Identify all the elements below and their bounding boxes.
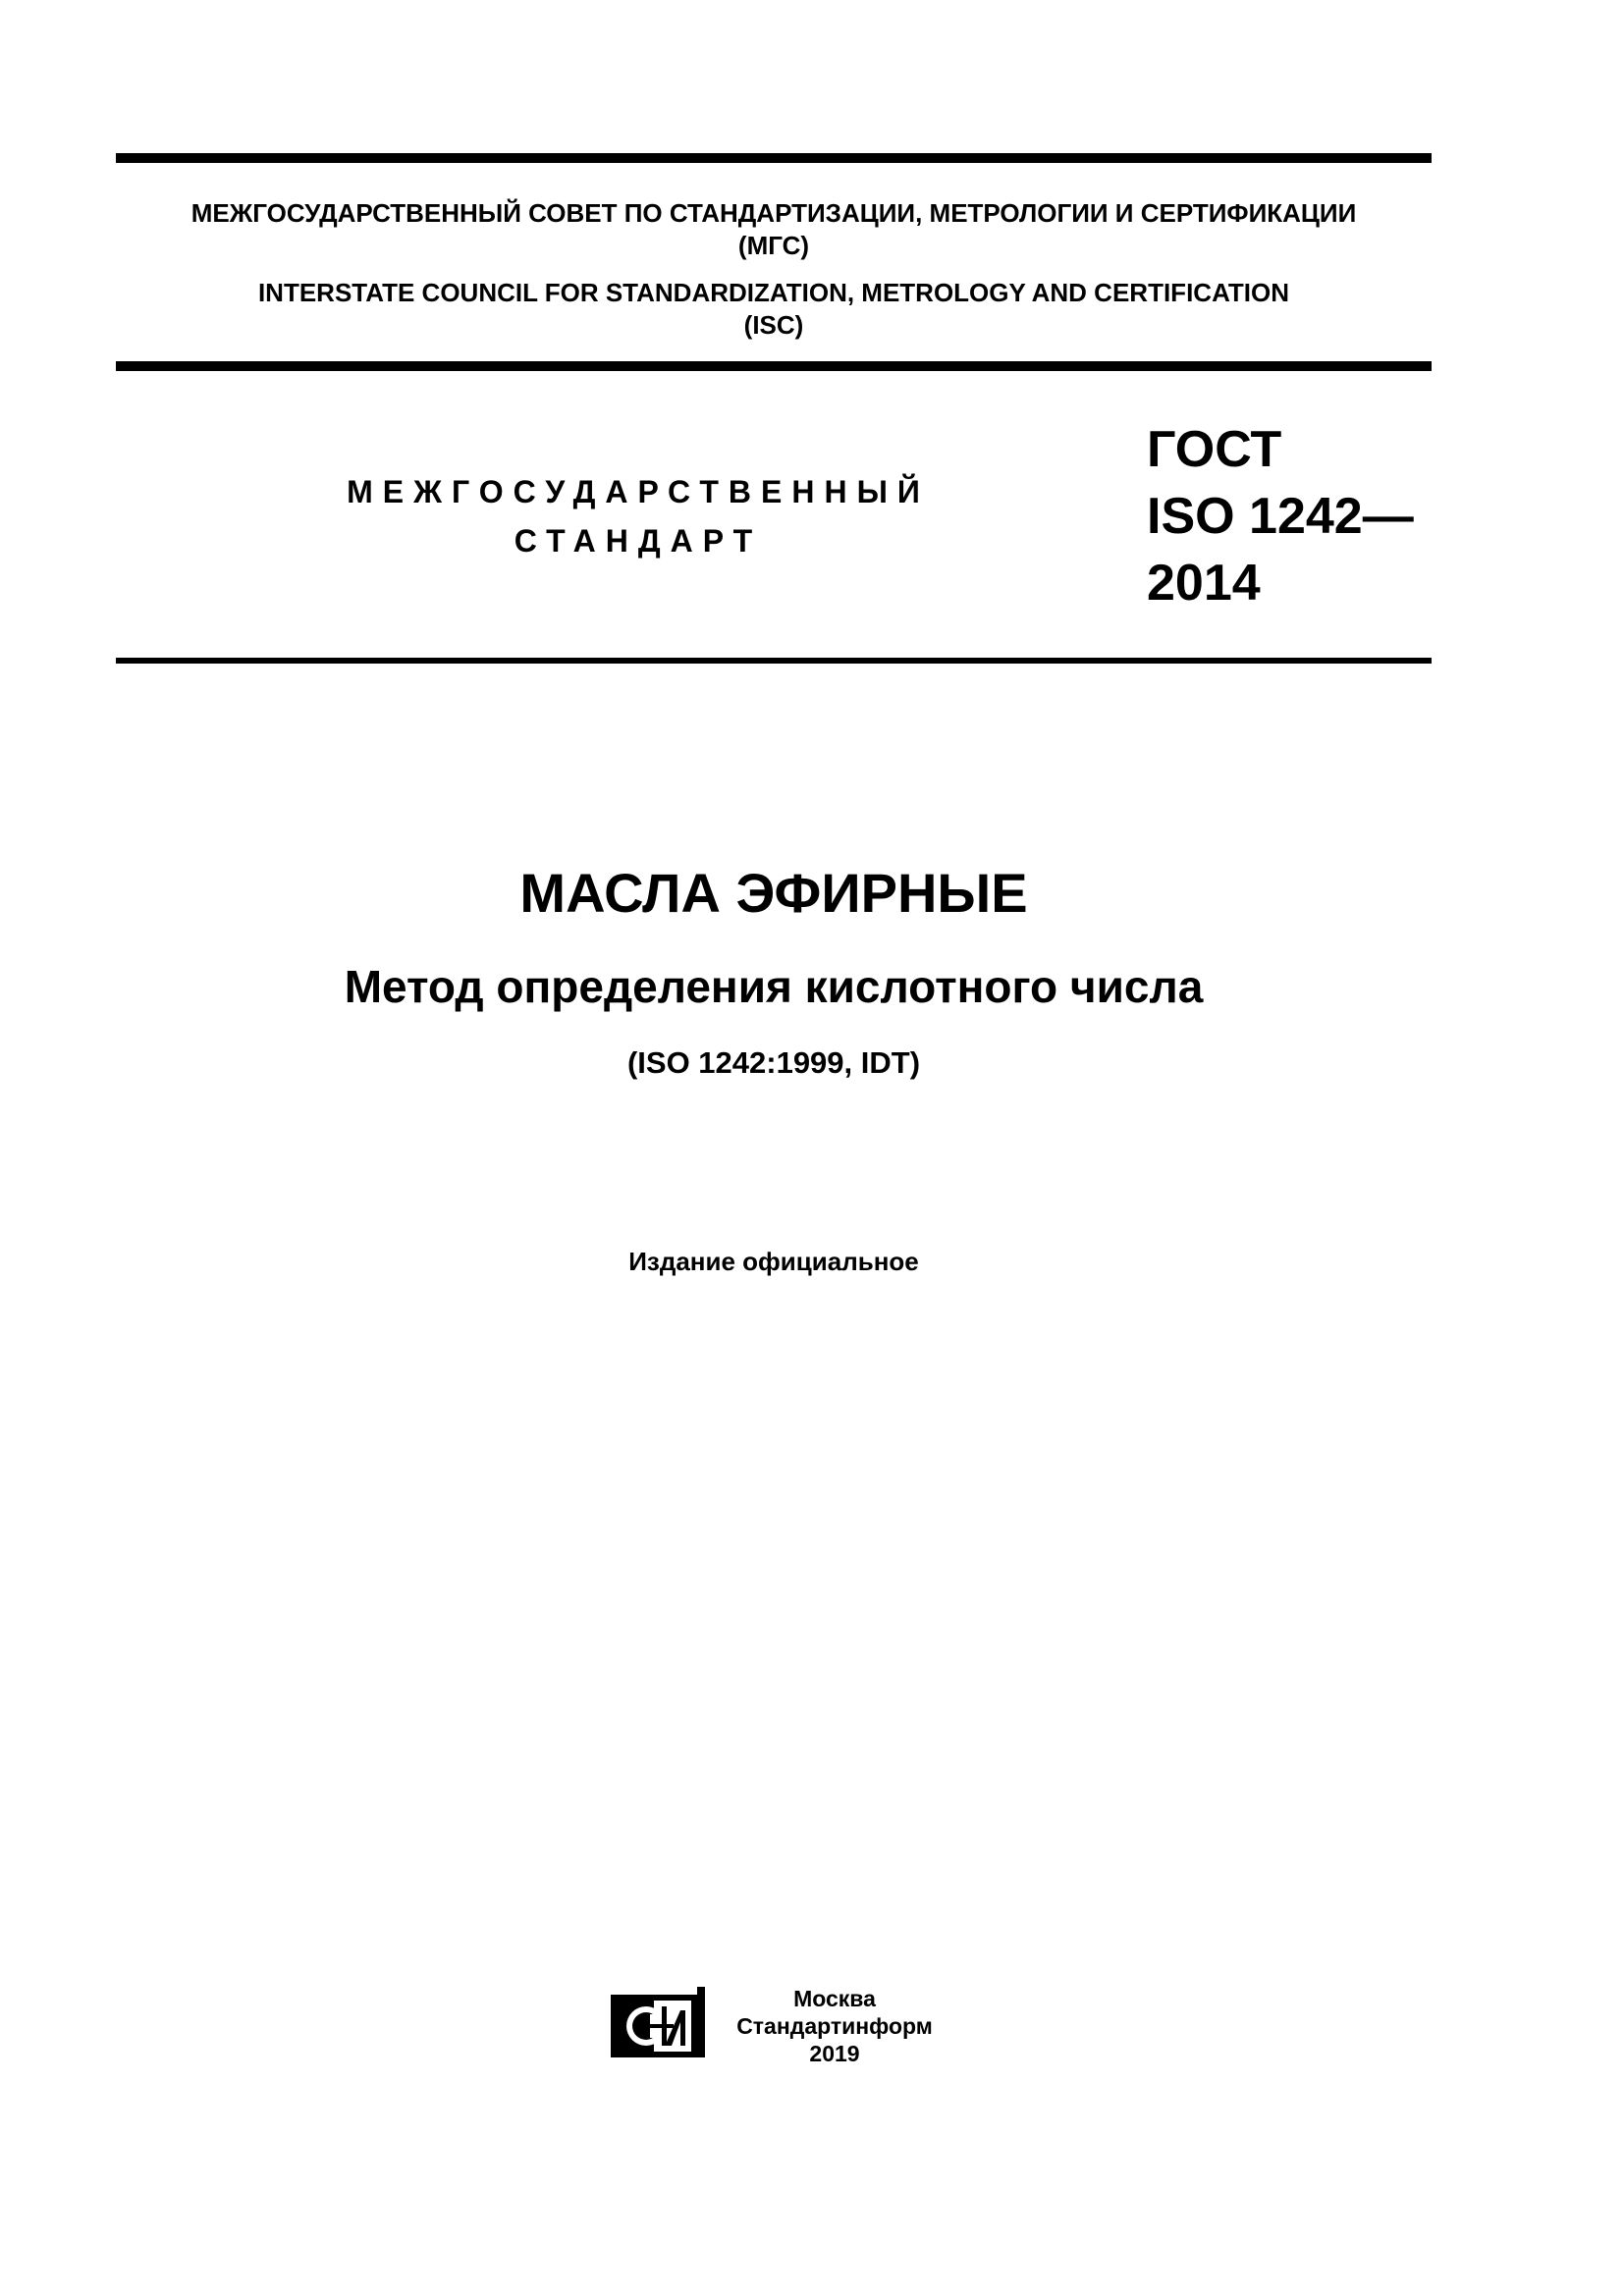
- middle-rule: [116, 361, 1432, 371]
- council-name-en: [116, 277, 1432, 342]
- standartinform-logo-icon: [611, 1987, 705, 2059]
- bottom-rule: [116, 658, 1432, 664]
- standard-designation: [1147, 416, 1414, 616]
- designation-line1: ГОСТ: [1147, 421, 1282, 478]
- council-name-en-line1: INTERSTATE COUNCIL FOR STANDARDIZATION, METROLOGY AND CERTIFICATION: [257, 278, 1290, 307]
- council-abbr-en: (ISC): [743, 310, 804, 340]
- standard-type-line1: МЕЖГОСУДАРСТВЕННЫЙ: [347, 474, 930, 509]
- document-subtitle: Метод определения кислотного числа: [344, 961, 1204, 1012]
- designation-line2: ISO 1242—: [1147, 488, 1414, 545]
- publisher-city: Москва: [793, 1986, 876, 2011]
- standard-type-label: [295, 467, 982, 565]
- publication-year: 2019: [809, 2041, 860, 2066]
- top-rule: [116, 153, 1432, 163]
- document-title: МАСЛА ЭФИРНЫЕ: [519, 862, 1028, 924]
- publisher-imprint: [717, 1985, 952, 2067]
- designation-line3: 2014: [1147, 555, 1261, 612]
- iso-reference: (ISO 1242:1999, IDT): [626, 1045, 921, 1080]
- council-abbr-ru: (МГС): [737, 231, 810, 260]
- council-name-ru: [116, 197, 1432, 262]
- standard-type-line2: СТАНДАРТ: [514, 523, 763, 559]
- publisher-name: Стандартинформ: [736, 2013, 933, 2039]
- edition-note: Издание официальное: [628, 1247, 919, 1276]
- council-name-ru-line1: МЕЖГОСУДАРСТВЕННЫЙ СОВЕТ ПО СТАНДАРТИЗАЦИИ, МЕТРОЛОГИИ И СЕРТИФИКАЦИИ: [190, 198, 1357, 228]
